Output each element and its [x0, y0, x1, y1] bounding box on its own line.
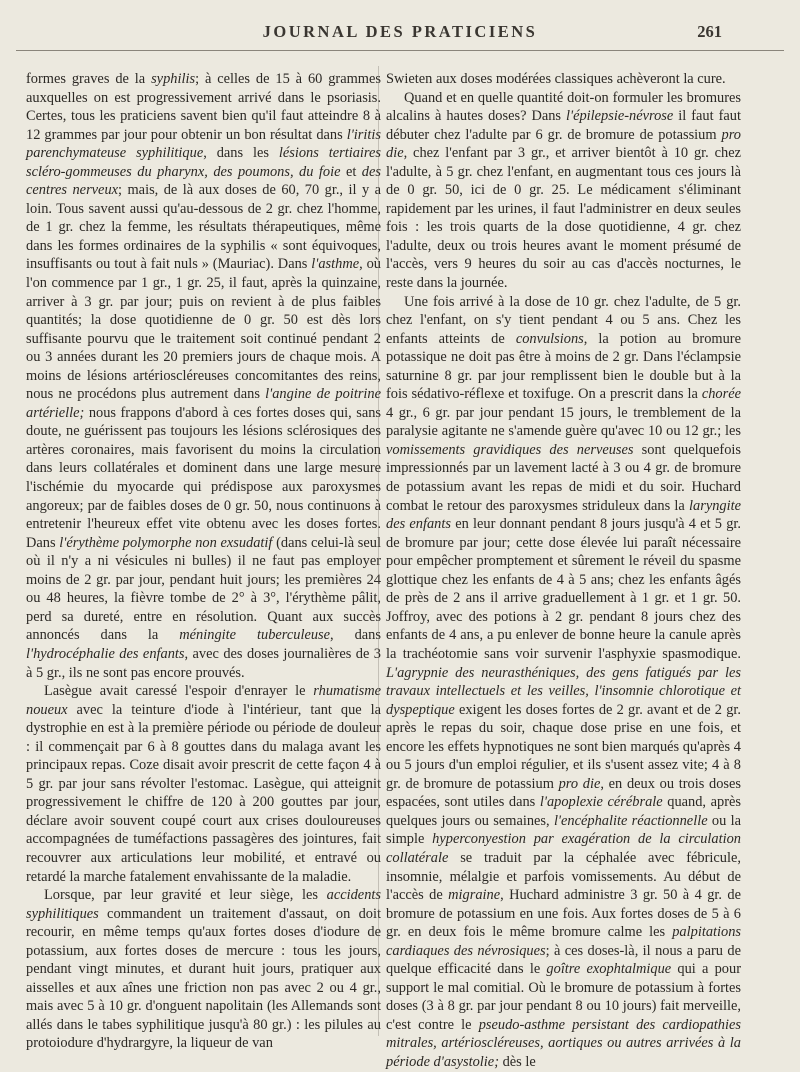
- italic-run: syphilis: [151, 71, 196, 87]
- text-run: ; à celles de 15 à 60 grammes auxquelles on est progressivement arrivé dans le psoriasis. Certes, tous les praticiens savent bien qu'il faut atteindre 8 à 12 grammes par jour pour obtenir un bon résultat dans: [26, 71, 381, 143]
- text-run: Lasègue avait caressé l'espoir d'enrayer le: [44, 683, 314, 700]
- page-number: 261: [697, 22, 722, 41]
- text-run: se traduit par la céphalée avec fébricule, insomnie, mélalgie et parfois vomissements. Au début de l'accès de: [386, 849, 741, 904]
- text-run: , dans les: [203, 145, 279, 162]
- italic-run: laryngite des enfants: [386, 497, 741, 533]
- italic-run: hyperconyestion par exagération de la circulation collatérale: [386, 831, 741, 866]
- text-run: Quand et en quelle quantité doit-on formuler les bromures alcalins à hautes doses? Dans: [386, 89, 741, 125]
- italic-run: pseudo-asthme persistant des cardiopathies mitrales, artérioscléreuses, aortiques ou autres arrivées à la période d'asystolie;: [386, 1016, 741, 1070]
- italic-run: migraine: [448, 887, 501, 904]
- italic-run: L'agrypnie des neurasthéniques, des gens fatigués par les travaux intellectuels et les veilles, l'insomnie chlorotique et dyspeptique: [386, 664, 741, 718]
- paragraph: [386, 89, 741, 293]
- paragraph: [386, 70, 741, 89]
- text-run: sont quelquefois impressionnés par un lavement lacté à 3 ou 4 gr. de bromure de potassium avant les repas de midi et du soir. Huchard combat le retour des paroxysmes striduleux dans la: [386, 441, 741, 514]
- italic-run: pro die: [386, 126, 741, 162]
- text-run: Une fois arrivé à la dose de 10 gr. chez l'adulte, de 5 gr. chez l'enfant, on s'y tient pendant 4 ou 5 ans. Chez les enfants atteints de: [386, 293, 741, 347]
- left-column: [26, 70, 381, 1053]
- italic-run: goître exophtalmique: [546, 961, 672, 978]
- italic-run: l'asthme: [311, 256, 360, 273]
- running-header: [16, 14, 784, 51]
- italic-run: rhumatisme noueux: [26, 683, 381, 718]
- text-run: (dans celui-là seul où il n'y a ni vésicules ni bulles) il ne faut pas employer moins de 2 gr. par jour, pendant huit jours; les premières 24 ou 48 heures, la fièvre tombe de 2° à 3°, l'érythème pâlit, perd sa dureté, entre en résolution. Quant aux succès annoncés dans la: [26, 534, 381, 644]
- text-run: Swieten aux doses modérées classiques achèveront la cure.: [386, 71, 726, 87]
- italic-run: lésions tertiaires scléro-gommeuses du pharynx, des poumons, du foie: [26, 145, 381, 180]
- italic-run: l'érythème polymorphe non exsudatif: [59, 534, 273, 551]
- journal-title: JOURNAL DES PRATICIENS: [262, 22, 538, 41]
- text-run: ; à ces doses-là, il nous a paru de quelque efficacité dans le: [386, 942, 741, 978]
- italic-run: l'apoplexie cérébrale: [539, 794, 663, 811]
- italic-run: l'hydrocéphalie des enfants: [26, 645, 185, 662]
- paragraph: [26, 682, 381, 886]
- text-run: , où l'on commence par 1 gr., 1 gr. 25, il faut, après la quinzaine, arriver à 3 gr. par jour; puis on revient à de plus faibles quantités; la dose quotidienne de 0 gr. 50 est dès lors suffisante pourvu que le traitement soit continué pendant 2 ou 3 années durant les 20 premiers jours de chaque mois. A moins de lésions artérioscléreuses concomitantes des reins, nous ne procédons plus autrement dans: [26, 256, 381, 403]
- column-divider: [378, 66, 379, 1036]
- text-run: il faut faut débuter chez l'adulte par 6 gr. de bromure de potassium: [386, 108, 741, 143]
- italic-run: des centres nerveux: [26, 163, 381, 199]
- paragraph: [386, 293, 741, 1072]
- text-run: en leur donnant pendant 8 jours jusqu'à 4 et 5 gr. de bromure par jour; cette dose élevée lui paraît nécessaire pour empêcher promptement et sûrement le réveil du spasme glottique chez les enfants de 4 à 5 ans; chez les enfants âgés de près de 2 ans il arrive graduellement à 1 gr. et 1 gr. 50. Joffroy, avec des potions à 2 gr. pendant 8 jours chez des enfants de 4 ans, a pu enlever de bonne heure la canule après la trachéotomie sans voir survenir l'asphyxie spasmodique.: [386, 516, 741, 662]
- italic-run: palpitations cardiaques des névrosiques: [386, 924, 741, 959]
- text-run: , chez l'enfant par 3 gr., et arriver bientôt à 10 gr. chez l'adulte, à 5 gr. chez l'enfant, en augmentant tous ces jours là de 0 gr. 50, ici de 0 gr. 25. Le médicament s'éliminant rapidement par les urines, il faut l'administrer en deux seules fois : les trois quarts de la dose quotidienne, 4 gr. chez l'adulte, deux ou trois heures avant le moment présumé de l'accès, vers 9 heures du soir au cas d'accès nocturnes, le reste dans la journée.: [386, 145, 741, 292]
- italic-run: méningite tuberculeuse: [179, 627, 331, 644]
- italic-run: chorée: [701, 386, 741, 403]
- text-run: , en deux ou trois doses espacées, sont utiles dans: [386, 775, 741, 811]
- italic-run: pro die: [558, 775, 601, 792]
- text-run: , dans: [330, 627, 381, 644]
- text-run: formes graves de la: [26, 71, 152, 87]
- right-column: [386, 70, 741, 1072]
- text-run: exigent les doses fortes de 2 gr. avant et de 2 gr. après le repas du soir, chaque dose prise en une fois, et encore les effets hypnotiques ne sont bien marqués qu'après 4 ou 5 jours d'un emploi régulier, et ils s'usent assez vite; 4 à 8 gr. de bromure de potassium: [386, 701, 741, 792]
- text-run: commandent un traitement d'assaut, on doit recourir, en même temps qu'aux fortes doses d'iodure de potassium, aux fortes doses de mercure : tous les jours, pendant vingt minutes, et durant huit jours, pratiquer aux aisselles et aux aînes une friction non pas avec 2 ou 4 gr., mais avec 5 à 10 gr. d'onguent napolitain (les Allemands sont allés dans le tabes syphilitique jusqu'à 80 gr.) : les pilules au protoiodure d'hydrargyre, la liqueur de van: [26, 905, 381, 1052]
- text-run: quand, après quelques jours ou semaines,: [386, 794, 741, 829]
- text-run: , Huchard administre 3 gr. 50 à 4 gr. de bromure de potassium en une fois. Aux fortes doses de 5 à 6 gr. en deux fois le même bromure calme les: [386, 887, 741, 941]
- text-run: nous frappons d'abord à ces fortes doses qui, sans doute, ne guérissent pas toujours les lésions sclérosiques des artères coronaires, mais favorisent du moins la circulation dans leurs collatérales et dominent dans une large mesure l'ischémie du myocarde qui prédispose aux paroxysmes angoreux; par de faibles doses de 0 gr. 50, nous continuons à entretenir l'heureux effet vite obtenu avec les doses fortes. Dans: [26, 404, 381, 551]
- text-run: 4 gr., 6 gr. par jour pendant 15 jours, le tremblement de la paralysie agitante ne s'amende guère qu'avec 10 ou 12 gr.; les: [386, 404, 741, 440]
- text-run: avec la teinture d'iode à l'intérieur, tant que la dystrophie en est à la première période ou période de douleur : il commençait par 6 à 8 gouttes dans du malaga avant les principaux repas. Coze disait avoir prescrit de cette façon 4 à 5 gr. par jour sans révolter l'estomac. Lasègue, qui atteignit progressivement le chiffre de 120 à 200 gouttes par jour, déclare avoir souvent coupé court aux crises douloureuses accompagnées de tuméfactions passagères des jointures, fait recouvrer aux articulations leur mobilité, et entravé ou retardé la marche fatalement envahissante de la maladie.: [26, 701, 381, 885]
- text-run: ; mais, de là aux doses de 60, 70 gr., il y a loin. Tous savent aussi qu'au-dessous de 2 gr. chez l'homme, de 1 gr. chez la femme, les résultats thérapeutiques, même dans les formes ordinaires de la syphilis « sont équivoques, insuffisants ou tout à fait nuls » (Mauriac). Dans: [26, 182, 381, 273]
- italic-run: l'iritis parenchymateuse syphilitique: [26, 126, 381, 162]
- text-run: et: [340, 163, 362, 180]
- italic-run: l'encéphalite réactionnelle: [553, 812, 708, 829]
- text-run: , la potion au bromure potassique ne doit pas être à moins de 2 gr. Dans l'éclampsie saturnine 8 gr. par jour remplissent bien le double but à la fois sédativo-réflexe et toxifuge. On a prescrit dans la: [386, 330, 741, 403]
- paragraph: [26, 70, 381, 682]
- text-run: dès le: [498, 1053, 536, 1070]
- text-run: qui a pour support le mal comitial. Où le bromure de potassium à fortes doses (3 à 8 gr. par jour pendant 8 ou 10 jours) fait merveille, c'est contre le: [386, 961, 741, 1033]
- text-run: ou la simple: [386, 812, 741, 848]
- italic-run: convulsions: [515, 330, 584, 347]
- italic-run: vomissements gravidiques des nerveuses: [386, 441, 634, 458]
- text-run: , avec des doses journalières de 3 à 5 gr., ils ne sont pas encore prouvés.: [26, 645, 381, 681]
- italic-run: l'épilepsie-névrose: [566, 108, 674, 125]
- paragraph: [26, 886, 381, 1053]
- italic-run: accidents syphilitiques: [26, 887, 381, 922]
- italic-run: l'angine de poitrine artérielle;: [26, 386, 381, 421]
- text-run: Lorsque, par leur gravité et leur siège, les: [44, 887, 327, 904]
